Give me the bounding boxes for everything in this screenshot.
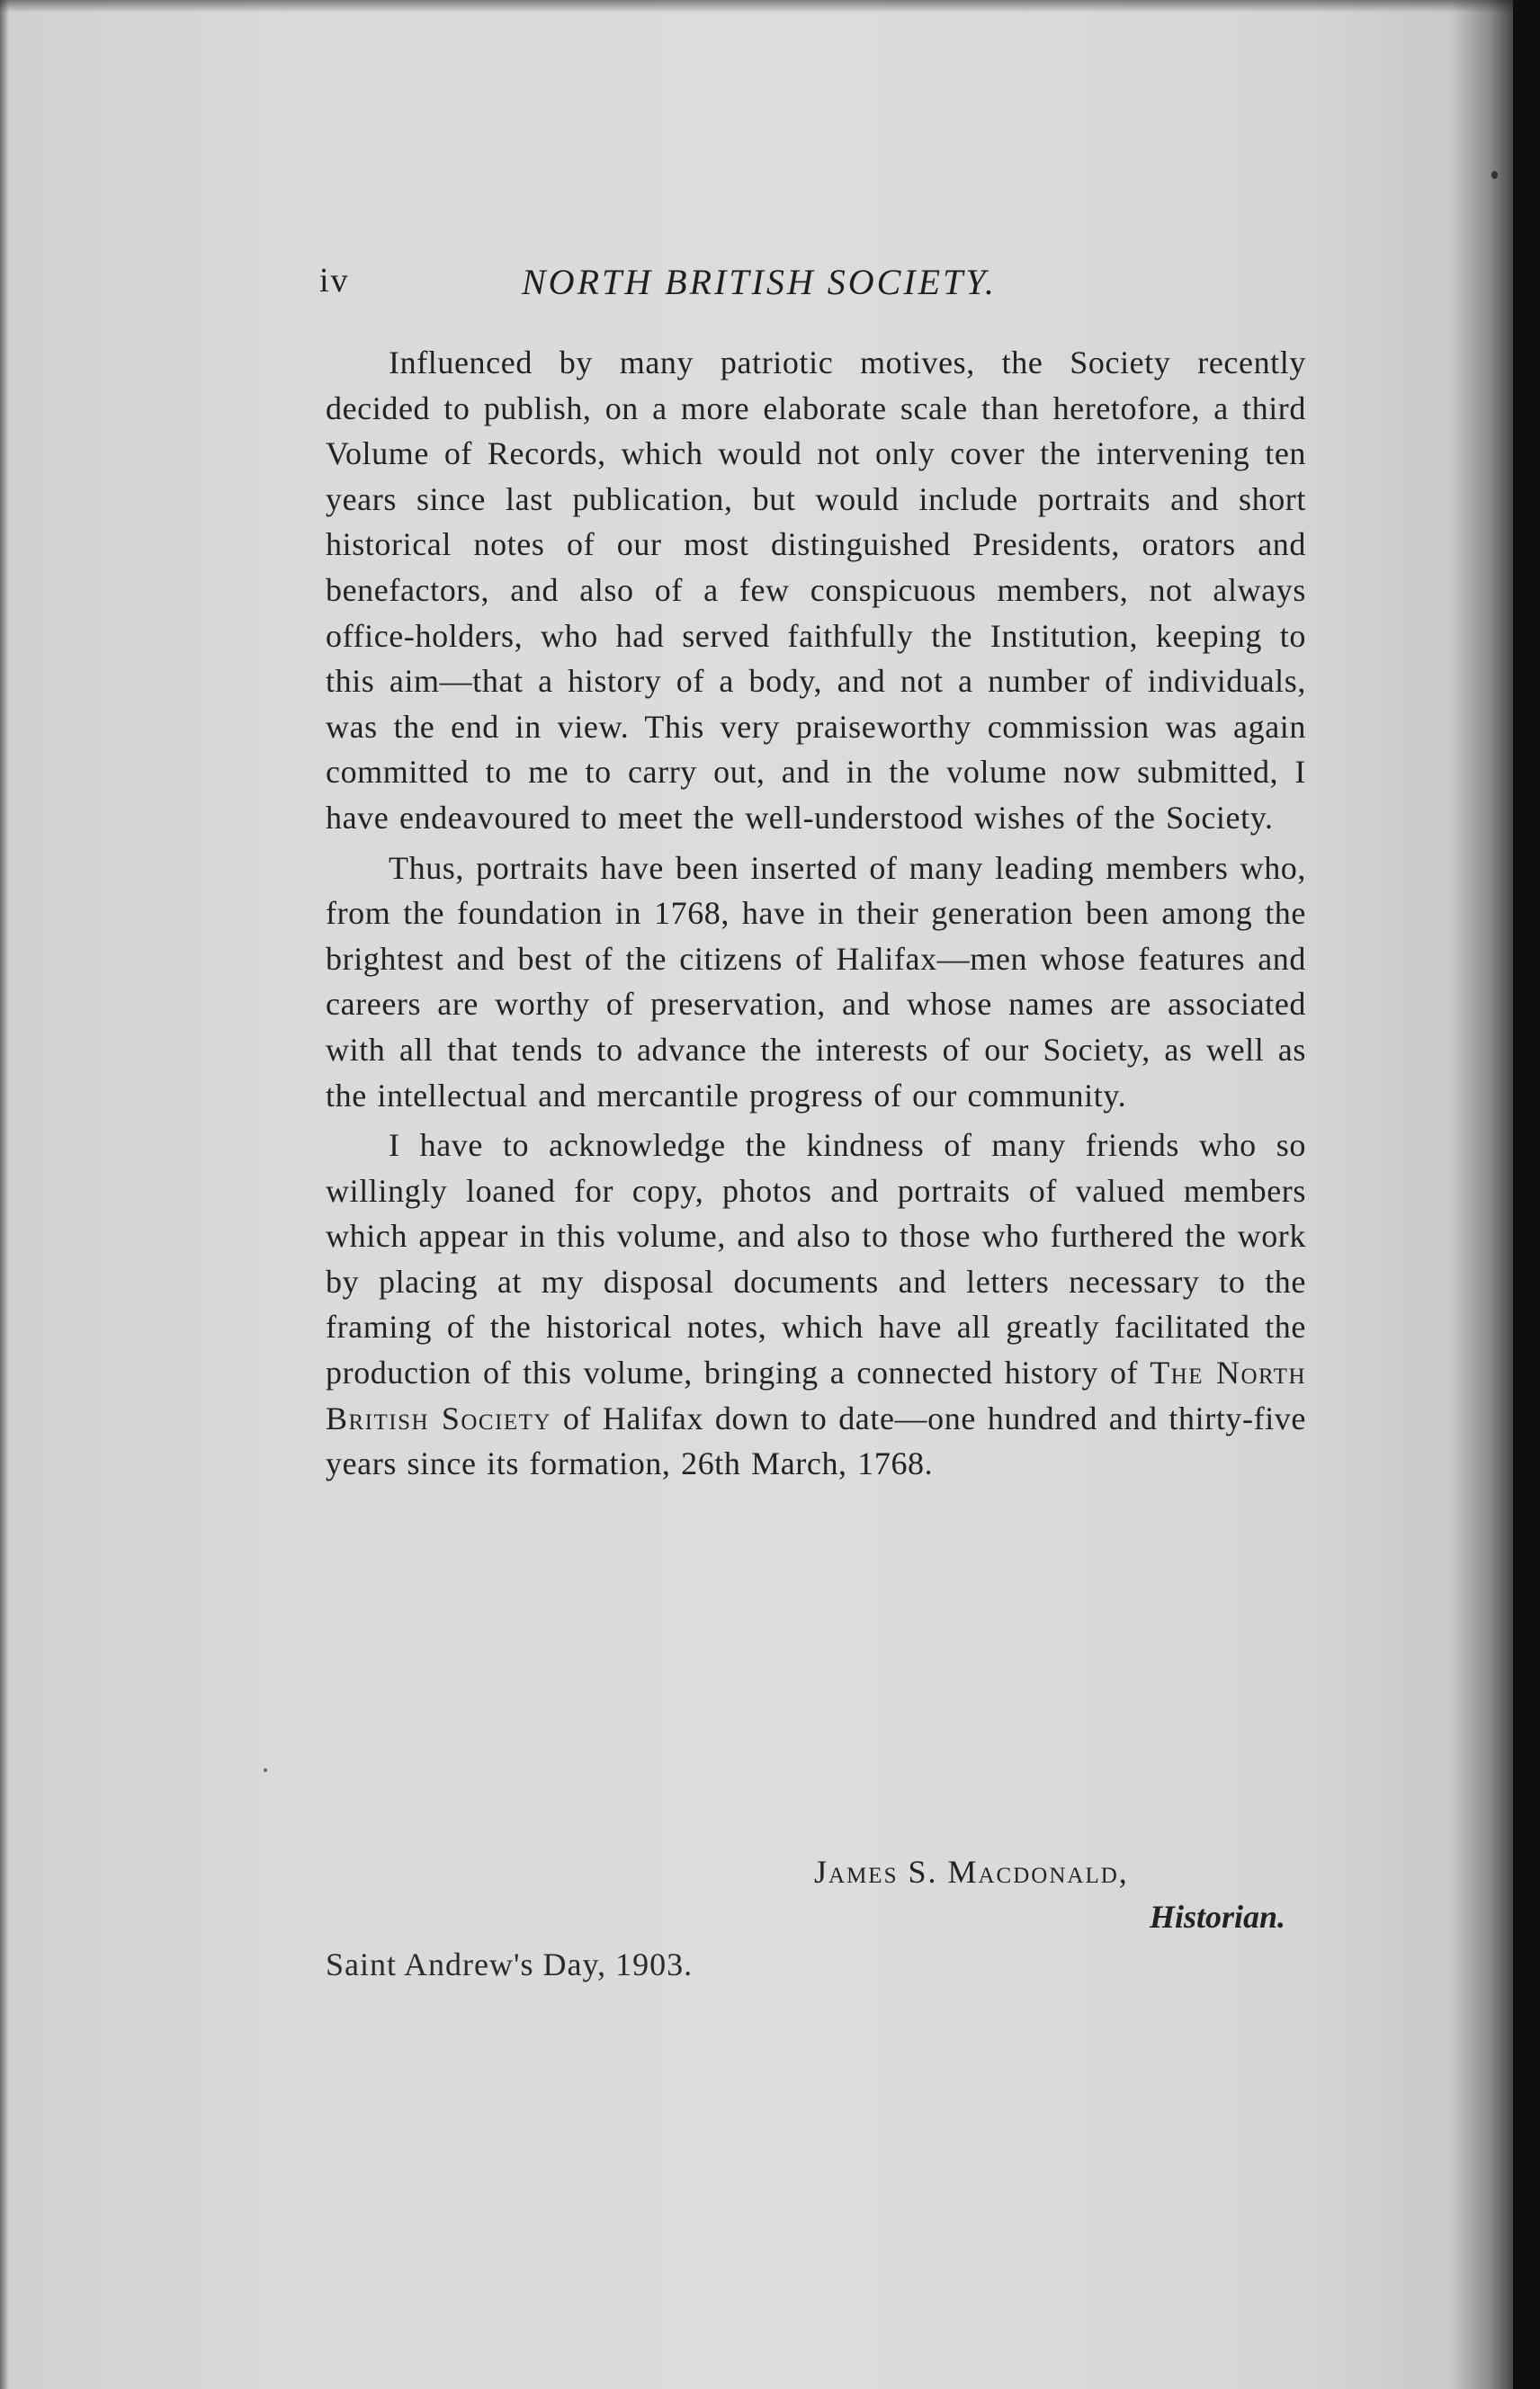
dust-speck xyxy=(1491,171,1498,179)
author-role: Historian. xyxy=(1150,1899,1286,1935)
dateline: Saint Andrew's Day, 1903. xyxy=(326,1946,694,1982)
page-top-edge xyxy=(0,0,1513,13)
paragraph-1: Influenced by many patriotic motives, the Society recently decided to publish, on a more elaborate scale than heretofore, a third Volume of Records, which would not only cover the intervening ten years since last publication, but would include portraits and short historical notes of our most distinguished Presidents, orators and benefactors, and also of a few conspicuous members, not always office-holders, who had served faithfully the Institution, keeping to this aim—that a history of a body, and not a number of individuals, was the end in view. This very praiseworthy commission was again committed to me to carry out, and in the volume now submitted, I have endeavoured to meet the well-understood wishes of the Society. xyxy=(326,344,1306,836)
author-signature: James S. Macdonald, xyxy=(814,1854,1129,1890)
running-head xyxy=(319,261,1304,315)
paragraph-2: Thus, portraits have been inserted of many leading members who, from the foundation in 1768, have in their generation been among the brightest and best of the citizens of Halifax—men whose features and careers are worthy of preservation, and whose names are associated with all that tends to advance the interests of our Society, as well as the intellectual and mercantile progress of our community. xyxy=(326,849,1306,1114)
body-text xyxy=(326,340,1306,1491)
paragraph-3-end: of Halifax down to date—one hundred and thirty-five years since its formation, 26th March, 1768. xyxy=(326,1400,1306,1482)
page-number: iv xyxy=(319,262,350,300)
running-title: NORTH BRITISH SOCIETY. xyxy=(522,262,997,302)
paragraph-3 xyxy=(326,1123,1306,1487)
paragraph-3-start: I have to acknowledge the kindness of many friends who so willingly loaned for copy, photos and portraits of valued members which appear in this volume, and also to those who furthered the work by placing at my disposal documents and letters necessary to the framing of the historical notes, which have all greatly facilitated the production of this volume, bringing a connected history of xyxy=(326,1127,1306,1391)
society-name: The North British Society xyxy=(326,1355,1306,1436)
dust-speck xyxy=(264,1768,267,1772)
page-binding-shadow xyxy=(1450,0,1513,2389)
page-left-edge xyxy=(0,0,9,2389)
